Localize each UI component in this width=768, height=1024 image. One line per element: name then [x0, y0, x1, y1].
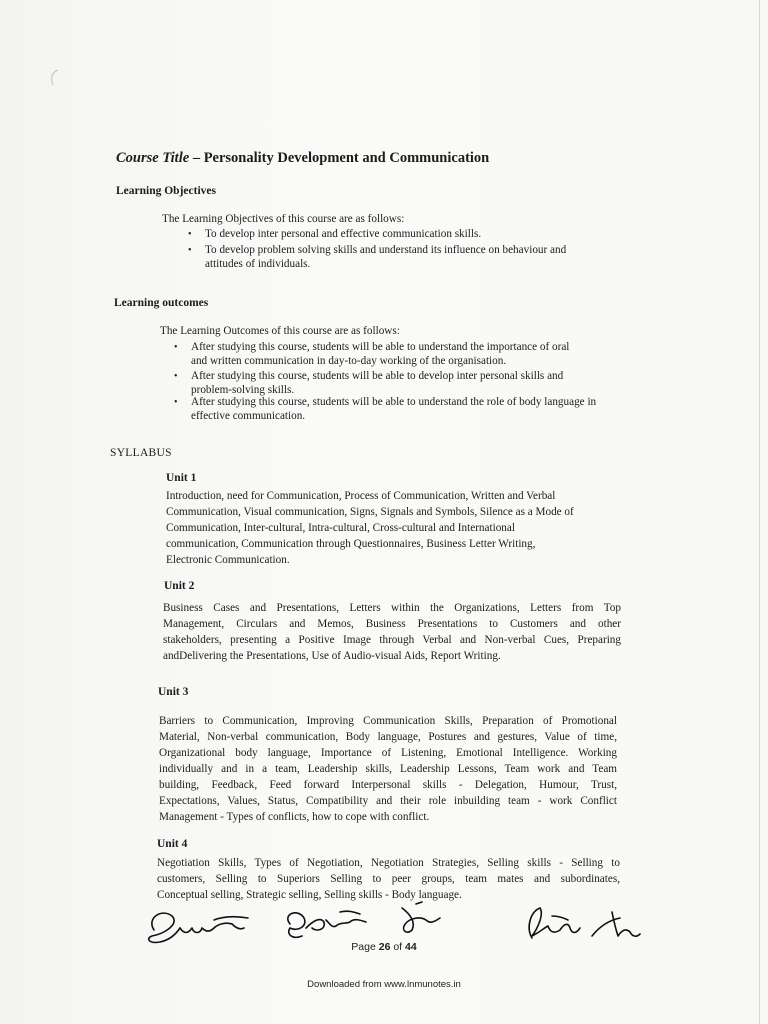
unit-body [163, 600, 621, 664]
unit-body [157, 855, 620, 903]
bullet-icon: • [174, 397, 178, 408]
unit-line: Management - Types of conflicts, how to cope with conflict. [159, 811, 430, 823]
bullet-icon: • [174, 342, 178, 353]
outcome-item [174, 341, 570, 368]
outcome-line: After studying this course, students will be able to understand the role of body language in [191, 396, 597, 408]
unit-line: communication, Communication through Questionnaires, Business Letter Writing, [166, 538, 536, 550]
outcome-line: effective communication. [191, 409, 306, 422]
objective-line: attitudes of individuals. [205, 257, 311, 270]
unit-line: Barriers to Communication, Improving Communication Skills, Preparation of Promotional [159, 715, 617, 727]
objectives-heading: Learning Objectives [116, 185, 216, 197]
signature-1 [149, 913, 248, 942]
unit-title: Unit 1 [166, 472, 197, 484]
unit-title: Unit 2 [164, 580, 195, 592]
outcome-line: and written communication in day-to-day working of the organisation. [191, 354, 507, 367]
course-title-text: Personality Development and Communication [203, 150, 490, 166]
outcome-line: After studying this course, students will be able to develop inter personal skills and [191, 370, 564, 382]
objective-item [188, 228, 482, 242]
page-current: 26 [378, 941, 391, 953]
signature-4 [529, 908, 640, 938]
course-title-dash: – [189, 150, 204, 166]
page-total: 44 [405, 941, 417, 953]
unit-line: stakeholders, presenting a Positive Image through Verbal and Non-verbal Cues, Preparing [163, 634, 621, 646]
unit-title: Unit 3 [158, 686, 189, 698]
unit-line: Communication, Visual communication, Signs, Signals and Symbols, Silence as a Mode of [166, 506, 574, 518]
signature-2 [288, 911, 366, 937]
unit-line: Business Cases and Presentations, Letters within the Organizations, Letters from Top [163, 602, 621, 614]
objective-item [188, 244, 567, 271]
unit-line: Organizational body language, Importance of Listening, Emotional Intelligence. Working [159, 747, 617, 759]
unit-line: Electronic Communication. [166, 554, 290, 566]
page-number [0, 941, 768, 953]
outcomes-intro: The Learning Outcomes of this course are as follows: [160, 325, 400, 337]
page-of: of [393, 941, 403, 953]
unit-line: Negotiation Skills, Types of Negotiation, Negotiation Strategies, Selling skills - Selling to [157, 857, 620, 869]
objectives-intro: The Learning Objectives of this course are as follows: [162, 213, 405, 225]
unit-line: Management, Circulars and Memos, Business Presentations to Customers and other [163, 618, 621, 630]
page-edge [759, 0, 760, 1024]
unit-line: Communication, Inter-cultural, Intra-cultural, Cross-cultural and International [166, 522, 515, 534]
outcomes-heading: Learning outcomes [114, 297, 209, 309]
outcome-line: problem-solving skills. [191, 383, 295, 396]
unit-body [159, 713, 617, 825]
outcome-line: After studying this course, students will be able to understand the importance of oral [191, 341, 570, 353]
unit-line: individually and in a team, Leadership skills, Leadership Lessons, Team work and Team [159, 763, 617, 775]
unit-line: andDelivering the Presentations, Use of Audio-visual Aids, Report Writing. [163, 650, 501, 662]
objective-line: To develop problem solving skills and understand its influence on behaviour and [205, 244, 567, 256]
syllabus-heading: SYLLABUS [110, 447, 172, 459]
course-title-label: Course Title [116, 150, 190, 166]
scan-speck [48, 68, 62, 88]
unit-line: Conceptual selling, Strategic selling, Selling skills - Body language. [157, 889, 462, 901]
outcome-item [174, 370, 564, 397]
unit-line: Expectations, Values, Status, Compatibility and their role inbuilding team - work Conflict [159, 795, 617, 807]
unit-line: Material, Non-verbal communication, Body language, Postures and gestures, Value of time, [159, 731, 617, 743]
unit-body [166, 488, 616, 568]
bullet-icon: • [174, 371, 178, 382]
unit-line: customers, Selling to Superiors Selling to peer groups, team mates and subordinates, [157, 873, 620, 885]
unit-line: building, Feedback, Feed forward Interpersonal skills - Delegation, Humour, Trust, [159, 779, 617, 791]
download-footer: Downloaded from www.lnmunotes.in [307, 979, 461, 990]
course-title [116, 150, 489, 167]
signature-3 [402, 902, 440, 932]
unit-title: Unit 4 [157, 838, 188, 850]
bullet-icon: • [188, 229, 192, 240]
bullet-icon: • [188, 245, 192, 256]
objective-line: To develop inter personal and effective communication skills. [205, 228, 482, 240]
page-prefix: Page [351, 941, 376, 953]
outcome-item [174, 396, 597, 423]
unit-line: Introduction, need for Communication, Process of Communication, Written and Verbal [166, 490, 556, 502]
